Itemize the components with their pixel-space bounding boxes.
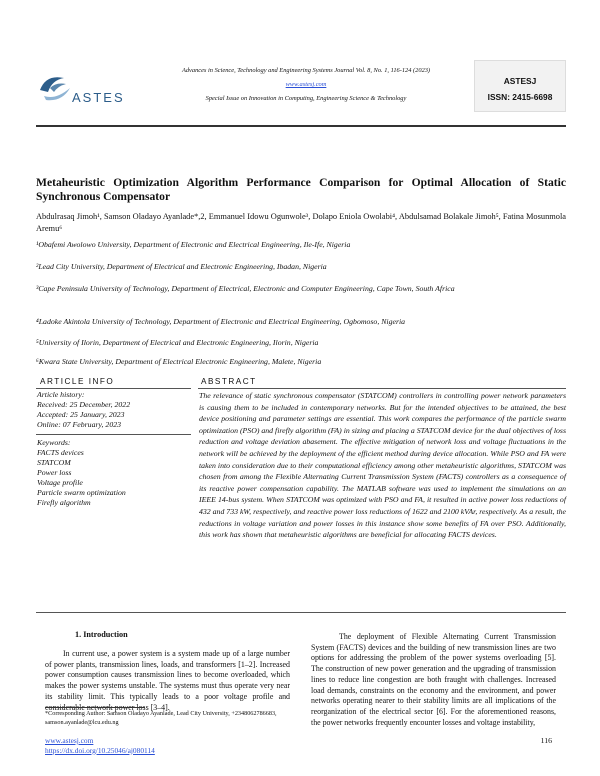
badge-issn: ISSN: 2415-6698: [487, 92, 553, 102]
divider: [198, 388, 566, 389]
keyword: FACTS devices: [37, 448, 84, 457]
intro-left-paragraph: In current use, a power system is a system made up of a large number of power plants, transmission lines, loads, and transformers [1–2]. Increased power consumption causes transmission lines to become overloaded, which makes the power systems unstable. The systems must thus operate very near its stability limit. This typically leads to a poor voltage profile and considerable network power loss [3–4].: [45, 649, 290, 712]
history-accepted: Accepted: 25 January, 2023: [37, 410, 125, 419]
journal-info: [136, 64, 476, 106]
keyword: Power loss: [37, 468, 72, 477]
journal-url-link[interactable]: www.astesj.com: [285, 81, 327, 88]
journal-line: Advances in Science, Technology and Engineering Systems Journal Vol. 8, No. 1, 116-124 (2023): [181, 67, 431, 74]
footnote: *Corresponding Author: Samson Oladayo Ayanlade, Lead City University, +2348062786683, samson.ayanlade@lcu.edu.ng: [45, 710, 277, 726]
logo-text: ASTES: [72, 90, 125, 105]
footnote-rule: [45, 707, 145, 708]
history-online: Online: 07 February, 2023: [37, 420, 122, 429]
keyword: Particle swarm optimization: [37, 488, 126, 497]
journal-header: [36, 60, 566, 120]
keyword: Firefly algorithm: [37, 498, 91, 507]
affiliation: ²Lead City University, Department of Electrical and Electronic Engineering, Ibadan, Nigeria: [36, 262, 327, 271]
keyword: Voltage profile: [37, 478, 83, 487]
affiliation: ¹Obafemi Awolowo University, Department of Electronic and Electrical Engineering, Ile-Ife, Nigeria: [36, 240, 351, 249]
abstract-heading: ABSTRACT: [201, 377, 257, 386]
footer-url-link[interactable]: www.astesj.com: [45, 736, 94, 745]
footer-doi-link[interactable]: https://dx.doi.org/10.25046/aj080114: [45, 745, 155, 755]
author-list: Abdulrasaq Jimoh¹, Samson Oladayo Ayanlade*,2, Emmanuel Idowu Ogunwole³, Dolapo Eniola Owolabi⁴, Abdulsamad Bolakale Jimoh⁵, Fatina Mosunmola Aremu⁶: [36, 212, 566, 233]
history-received: Received: 25 December, 2022: [37, 400, 131, 409]
divider: [36, 612, 566, 613]
keyword: STATCOM: [37, 458, 71, 467]
article-info-heading: ARTICLE INFO: [40, 377, 115, 386]
article-history: [37, 390, 130, 430]
divider: [36, 434, 191, 435]
special-issue: Special Issue on Innovation in Computing, Engineering Science & Technology: [205, 95, 407, 102]
affiliation: ⁶Kwara State University, Department of Electrical Electronic Engineering, Malete, Nigeria: [36, 357, 322, 366]
header-rule: [36, 125, 566, 127]
section-heading: 1. Introduction: [75, 630, 128, 639]
paper-title: Metaheuristic Optimization Algorithm Performance Comparison for Optimal Allocation of Static Synchronous Compensator: [36, 176, 566, 203]
intro-right-paragraph: The deployment of Flexible Alternating Current Transmission System (FACTS) devices and the building of new transmission lines are two options for addressing the problem of the power systems overloading [5]. The construction of new power generation and the upgrading of transmission lines to reduce line congestion are both fraught with challenges. Increased load demands, constraints on the economy and the environment, and power networks operating nearer to their stability limits are all implications of the reorganization of the electrical sector [6]. For the aforementioned reasons, the power networks frequently encounter losses and voltage instability,: [311, 632, 556, 727]
affiliation: ⁵University of Ilorin, Department of Electrical and Electronic Engineering, Ilorin, Nigeria: [36, 338, 319, 347]
page-footer: [45, 736, 155, 755]
affiliation: ³Cape Peninsula University of Technology, Department of Electrical, Electronic and Computer Engineering, Cape Town, South Africa: [36, 284, 455, 293]
abstract-text: The relevance of static synchronous compensator (STATCOM) controllers in controlling power network parameters is causing them to be included in contemporary networks. But for the intended objectives to be attained, the best device positioning and parameter settings are essential. This work compares the performance of the particle swarm optimization (PSO) and firefly algorithm (FA) in sizing and placing a STATCOM device for the dual objectives of loss reduction and voltage deviation abasement. The effective mitigation of network loss and voltage fluctuations in the network will be achieved by the deployment of the efficient method during device allocation. While PSO and FA were taken into consideration due to their computational efficiency among other metaheuristic algorithms, STATCOM was chosen from among the Flexible Alternating Current Transmission System (FACTS) controllers as a consequence of its reactive power compensation capability. The MATLAB software was used to implement the simulations on an IEEE 14-bus system. When STATCOM was optimized with PSO and FA, it resulted in active power loss reductions of 432 and 733 kW, respectively, and reactive power loss reductions of 1622 and 2100 kVAr, respectively. As a result, the reductions in voltage variation and power losses in this instance show some benefits of FA over PSO. Additionally, this work has shown that metaheuristic algorithms are beneficial for allocating FACTS devices.: [199, 391, 566, 540]
affiliation: ⁴Ladoke Akintola University of Technology, Department of Electronic and Electrical Engineering, Ogbomoso, Nigeria: [36, 317, 406, 326]
keywords-label: Keywords:: [37, 438, 71, 447]
page-number: 116: [540, 736, 552, 745]
badge-name: ASTESJ: [503, 76, 537, 86]
journal-badge: [474, 60, 566, 112]
journal-logo: [36, 70, 146, 110]
keywords: [37, 438, 126, 508]
divider: [36, 388, 191, 389]
history-label: Article history:: [37, 390, 85, 399]
logo-swirl-icon: [36, 70, 76, 106]
